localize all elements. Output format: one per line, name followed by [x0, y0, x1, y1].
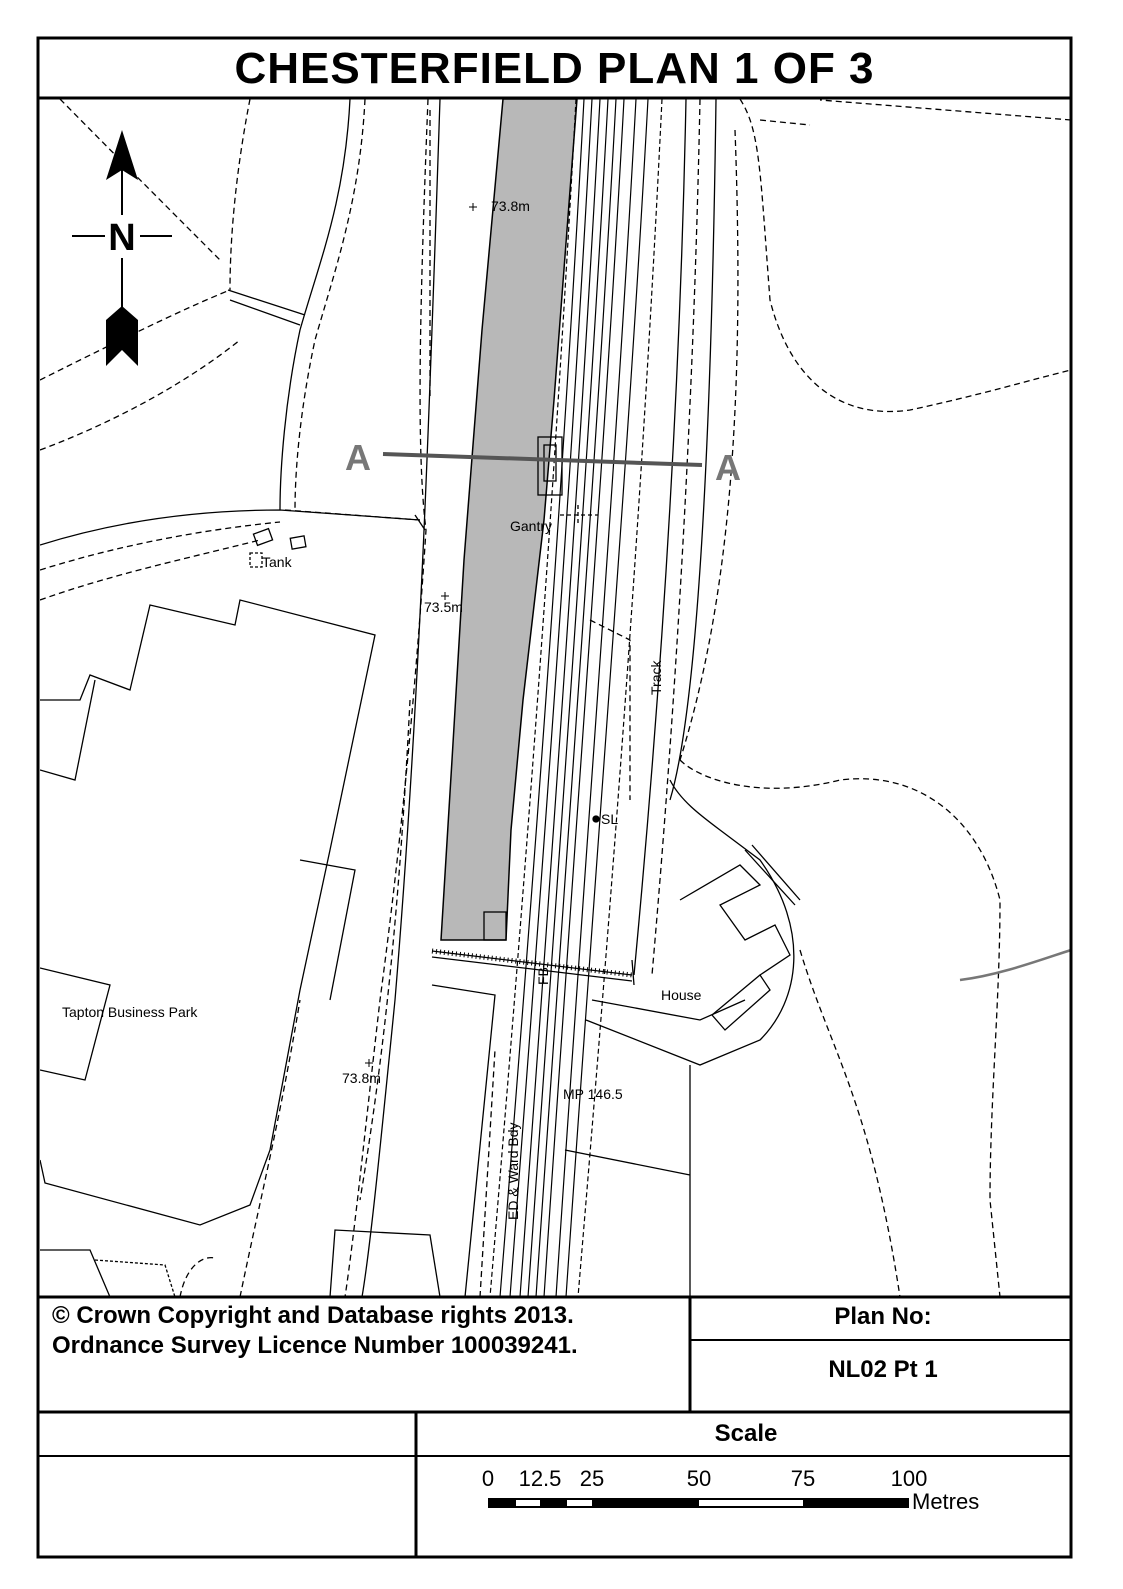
- signal-marker: [593, 816, 599, 822]
- scale-unit-label: Metres: [912, 1489, 980, 1514]
- field-boundaries: [590, 99, 1071, 1297]
- north-arrow: [72, 130, 172, 366]
- boundary-label: ED & Ward Bdy: [505, 1122, 521, 1220]
- road-south: [40, 985, 495, 1297]
- page-title: CHESTERFIELD PLAN 1 OF 3: [234, 44, 875, 93]
- access-track: [634, 99, 716, 975]
- scale-tick-label: 25: [579, 1466, 605, 1491]
- house-buildings: [565, 780, 800, 1297]
- road-northwest: [40, 99, 425, 600]
- map-area: [40, 99, 1071, 1297]
- business-park-label: Tapton Business Park: [62, 1004, 198, 1020]
- house-label: House: [661, 987, 702, 1003]
- section-label-start: A: [345, 437, 371, 478]
- signal-label: SL: [601, 811, 619, 827]
- tank-label: Tank: [262, 554, 292, 570]
- track-label: Track: [648, 660, 664, 695]
- plan-number-label: Plan No:: [834, 1303, 932, 1330]
- plan-number-value: NL02 Pt 1: [828, 1356, 938, 1383]
- spot-height-label: 73.8m: [342, 1070, 381, 1086]
- copyright-line-1: © Crown Copyright and Database rights 2013.: [52, 1302, 574, 1329]
- business-park-buildings: [40, 600, 375, 1225]
- north-label: N: [108, 217, 136, 259]
- scale-tick-label: 12.5: [518, 1466, 562, 1491]
- scale-tick-label: 100: [890, 1466, 928, 1491]
- spot-height-label: 73.5m: [424, 599, 463, 615]
- section-label-end: A: [715, 447, 741, 488]
- scale-heading: Scale: [714, 1420, 778, 1447]
- north-arrow-tail: [106, 306, 138, 366]
- scale-tick-label: 50: [686, 1466, 712, 1491]
- milepost-label: MP 146.5: [563, 1086, 623, 1102]
- scale-tick-label: 0: [481, 1466, 495, 1491]
- platform-shading: [441, 99, 577, 940]
- gantry-label: Gantry: [510, 518, 553, 534]
- scale-bar: [488, 1498, 909, 1508]
- scale-tick-label: 75: [790, 1466, 816, 1491]
- footbridge-label: FB: [535, 967, 551, 985]
- road-west: [345, 99, 440, 1297]
- spot-height-label: 73.8m: [491, 198, 530, 214]
- copyright-line-2: Ordnance Survey Licence Number 100039241.: [52, 1332, 578, 1359]
